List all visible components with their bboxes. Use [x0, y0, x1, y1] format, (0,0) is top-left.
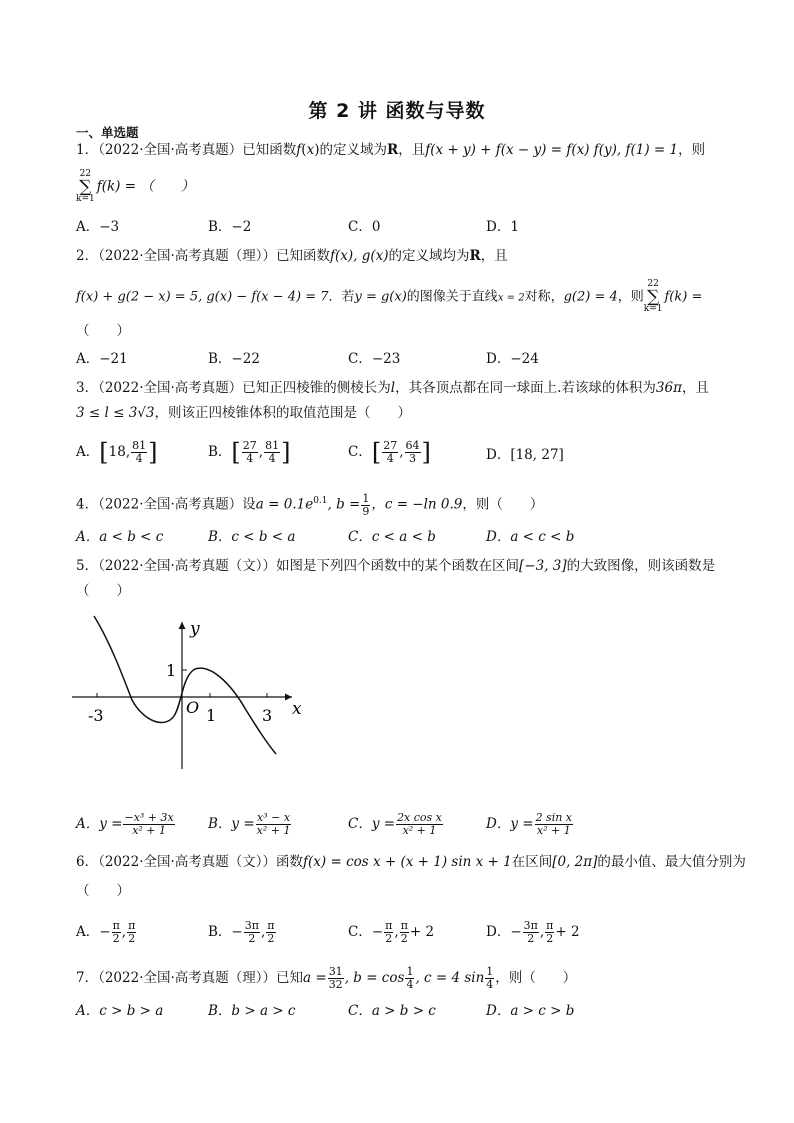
q5-tick-1y-label: 1	[166, 661, 177, 680]
q7-lead: 7．（2022·全国·高考真题（理））已知	[76, 970, 304, 986]
q3-option-a[interactable]: A．[18, $\frac{81}{4}$ ]	[76, 438, 158, 467]
q3-stem-1	[76, 379, 709, 397]
q6-c-frac1	[384, 920, 393, 945]
q2-cond-line	[76, 280, 702, 314]
q7-tail: ，则（ ）	[495, 970, 577, 986]
q3-c-num1: 27	[383, 439, 398, 452]
q6-a-2n: π	[128, 919, 136, 932]
q2-stem-a: 的定义域均为	[388, 248, 470, 264]
q3-a-num: 81	[132, 439, 147, 452]
q3-option-b[interactable]: B．[ $\frac{27}{4}$ , $\frac{81}{4}$ ]	[208, 438, 291, 467]
q5-option-b[interactable]	[208, 812, 292, 837]
q1-sum-tail: f(k) = （ ）	[96, 178, 195, 195]
q6-b-1n: 3π	[244, 919, 259, 932]
q3-b-label: B．	[208, 444, 232, 460]
q2-option-b[interactable]: B．−22	[208, 351, 260, 367]
q7-a-den: 32	[328, 978, 343, 991]
q5-b-frac	[256, 812, 292, 837]
q6-d-frac1	[523, 920, 539, 945]
q4-b-den: 9	[362, 504, 370, 518]
q3-a-frac	[131, 440, 147, 465]
q6-interval: [0, 2π]	[552, 854, 598, 870]
q5-c-label: C．y =	[348, 816, 396, 832]
q5-option-c[interactable]	[348, 812, 444, 837]
q6-b-frac1	[244, 920, 260, 945]
q6-d-frac2	[545, 920, 554, 945]
q2-option-d[interactable]: D．−24	[486, 351, 539, 367]
q5-c-num: 2x cos x	[397, 811, 442, 824]
q7-option-a[interactable]: A．c > b > a	[76, 1003, 164, 1019]
q6-paren: （ ）	[76, 883, 130, 899]
q6-stem	[76, 853, 746, 871]
q4-stem	[76, 492, 543, 518]
q3-c-frac2	[405, 440, 421, 465]
q3-line2: 3 ≤ l ≤ 3√3	[76, 405, 155, 421]
q3-line1c: ，且	[681, 380, 709, 396]
q5-c-den: x² + 1	[402, 824, 437, 837]
q6-c-2n: π	[400, 919, 408, 932]
q6-func: f(x) = cos x + (x + 1) sin x + 1	[303, 854, 512, 870]
q2-sum: 22 ∑ k=1	[643, 279, 663, 314]
q7-stem	[76, 966, 576, 991]
q5-a-frac	[123, 812, 174, 837]
q5-x-label: x	[292, 699, 302, 719]
q1-sum-line	[76, 170, 194, 204]
q1-stem-b: ，且	[398, 142, 426, 158]
q6-a-frac1	[112, 920, 121, 945]
q6-a-2d: 2	[128, 932, 136, 945]
q6-d-tail: + 2	[555, 924, 580, 940]
q7-a-frac	[328, 966, 344, 991]
q7-b-frac	[405, 966, 414, 991]
q1-sum-bot: k=1	[76, 194, 95, 204]
q6-c-frac2	[400, 920, 409, 945]
q5-c-frac	[396, 812, 443, 837]
q2-paren: （ ）	[76, 323, 130, 339]
q6-c-2d: 2	[400, 932, 408, 945]
q2-xeq: x = 2	[497, 292, 525, 304]
q6-a-1d: 2	[112, 932, 120, 945]
q6-c-tail: + 2	[409, 924, 435, 940]
q2-funcs: f(x), g(x)	[330, 248, 389, 264]
q3-line2b: ，则该正四棱锥体积的取值范围是（ ）	[154, 405, 411, 421]
q4-option-d[interactable]: D．a < c < b	[486, 529, 575, 545]
q1-option-c[interactable]: C．0	[348, 219, 381, 235]
q6-b-frac2	[266, 920, 275, 945]
q5-tick-neg3-label: -3	[88, 706, 104, 725]
q5-interval: [−3, 3]	[519, 558, 567, 574]
q3-c-label: C．	[348, 444, 372, 460]
q3-vol: 36π	[655, 380, 682, 396]
q7-a-pre: a =	[303, 970, 327, 986]
q6-c-1d: 2	[385, 932, 393, 945]
q3-b-num2: 81	[265, 439, 280, 452]
section-heading: 一、单选题	[76, 125, 139, 140]
q3-option-d[interactable]: D．[18, 27]	[486, 447, 564, 463]
q4-b-frac	[361, 493, 370, 518]
q1-sum: 22 ∑ k=1	[76, 169, 95, 204]
q6-option-c[interactable]: C．− $\frac{\pi}{2}$ , $\frac{\pi}{2}$ + 2	[348, 919, 435, 945]
q2-sum-top: 22	[647, 279, 659, 289]
q6-d-2n: π	[546, 919, 554, 932]
q5-origin-label: O	[186, 698, 200, 717]
q6-a-1n: π	[112, 919, 120, 932]
q7-b-den: 4	[406, 978, 414, 991]
q2-R: R	[469, 248, 481, 264]
q5-y-label: y	[190, 619, 200, 639]
q6-b-2d: 2	[267, 932, 275, 945]
q3-b-frac1	[242, 440, 258, 465]
q3-a-label: A．	[76, 444, 100, 460]
q4-a: a = 0.1e	[255, 496, 314, 513]
q5-curve	[94, 616, 276, 754]
q2-mid2: 的图像关于直线	[406, 289, 498, 305]
q3-c-den2: 3	[409, 452, 417, 465]
q3-c-num2: 64	[405, 439, 420, 452]
q1-sum-top: 22	[79, 169, 92, 179]
q2-mid3: 对称，	[524, 289, 564, 305]
q5-b-label: B．y =	[208, 816, 255, 832]
q2-g2: g(2) = 4	[563, 289, 618, 305]
q2-option-a[interactable]: A．−21	[76, 351, 128, 367]
q7-option-d[interactable]: D．a > c > b	[486, 1003, 575, 1019]
q5-b-den: x² + 1	[256, 824, 291, 837]
q5-stem	[76, 557, 715, 575]
q3-b-num1: 27	[242, 439, 257, 452]
q3-line1: 3．（2022·全国·高考真题）已知正四棱锥的侧棱长为	[76, 380, 391, 396]
q2-stem-b: ，且	[480, 248, 508, 264]
q1-R: R	[386, 142, 399, 158]
q4-lead: 4．（2022·全国·高考真题）设	[76, 496, 256, 513]
q6-option-a[interactable]: A．− $\frac{\pi}{2}$ , $\frac{\pi}{2}$	[76, 919, 136, 945]
q4-tail: ，则（ ）	[462, 496, 544, 513]
q4-b-num: 1	[362, 491, 370, 505]
q3-c-frac1	[382, 440, 398, 465]
q6-d-1n: 3π	[523, 919, 538, 932]
q1-stem-c: ，则	[678, 142, 706, 158]
q5-line1: 5．（2022·全国·高考真题（文））如图是下列四个函数中的某个函数在区间	[76, 558, 520, 574]
q6-d-2d: 2	[546, 932, 554, 945]
q3-line1b: ，其各顶点都在同一球面上.若该球的体积为	[395, 380, 656, 396]
q1-cond: f(x + y) + f(x − y) = f(x) f(y), f(1) = 1	[425, 142, 679, 158]
q3-a-int: 18	[108, 444, 126, 460]
q6-c-1n: π	[385, 919, 393, 932]
q6-b-2n: π	[267, 919, 275, 932]
q2-mid1: ．若	[328, 289, 355, 305]
q5-d-num: 2 sin x	[535, 811, 573, 824]
q2-option-c[interactable]: C．−23	[348, 351, 401, 367]
page-title: 第 2 讲 函数与导数	[308, 100, 486, 122]
q6-a-frac2	[127, 920, 136, 945]
q3-b-frac2	[264, 440, 280, 465]
q4-option-c[interactable]: C．c < a < b	[348, 529, 436, 545]
q5-line1b: 的大致图像，则该函数是	[566, 558, 716, 574]
q6-tail: 的最小值、最大值分别为	[597, 854, 746, 870]
q7-c-pre: , c = 4 sin	[415, 970, 485, 986]
q6-option-d[interactable]: D．− $\frac{3\pi}{2}$ , $\frac{\pi}{2}$ + 2	[486, 919, 580, 945]
q1-option-b[interactable]: B．−2	[208, 219, 252, 235]
q5-a-label: A．y =	[76, 816, 123, 832]
q5-d-den: x² + 1	[536, 824, 571, 837]
q2-cond: f(x) + g(2 − x) = 5, g(x) − f(x − 4) = 7	[76, 289, 329, 305]
q7-option-c[interactable]: C．a > b > c	[348, 1003, 436, 1019]
q3-a-den: 4	[135, 452, 143, 465]
q2-mid4: ，则	[617, 289, 644, 305]
q7-option-b[interactable]: B．b > a > c	[208, 1003, 296, 1019]
q7-c-frac	[485, 966, 494, 991]
q7-a-num: 31	[328, 965, 343, 978]
q3-option-c[interactable]: C．[ $\frac{27}{4}$ , $\frac{64}{3}$ ]	[348, 438, 431, 467]
q6-a-label: A．−	[76, 924, 111, 940]
q5-option-d[interactable]	[486, 812, 574, 837]
q3-b-den1: 4	[246, 452, 254, 465]
q4-option-a[interactable]: A．a < b < c	[76, 529, 164, 545]
q5-graph	[70, 614, 310, 774]
q4-option-b[interactable]: B．c < b < a	[208, 529, 296, 545]
q7-c-den: 4	[486, 978, 494, 991]
q1-stem-a: 的定义域为	[319, 142, 387, 158]
q1-stem: 1．（2022·全国·高考真题）已知函数f(x)的定义域为R，且f(x + y) + f(x − y) = f(x) f(y), f(1) = 1，则	[76, 142, 706, 158]
q2-sum-bot: k=1	[643, 304, 663, 314]
q2-sum-tail: f(k) =	[664, 289, 703, 305]
q5-tick-1x-label: 1	[206, 706, 217, 725]
q2-stem	[76, 247, 508, 265]
q4-a-sup: 0.1	[313, 496, 328, 506]
q6-b-1d: 2	[248, 932, 256, 945]
q1-option-d[interactable]: D．1	[486, 219, 519, 235]
q5-b-num: x³ − x	[257, 811, 291, 824]
q3-stem-2	[76, 404, 411, 422]
q3-b-den2: 4	[268, 452, 276, 465]
q4-c: ，c = −ln 0.9	[371, 496, 463, 513]
q2-lead: 2．（2022·全国·高考真题（理））已知函数	[76, 248, 331, 264]
q6-d-label: D．−	[486, 924, 522, 940]
q6-b-label: B．−	[208, 924, 243, 940]
q6-option-b[interactable]: B．− $\frac{3\pi}{2}$ , $\frac{\pi}{2}$	[208, 919, 275, 945]
q6-mid: 在区间	[511, 854, 553, 870]
q4-b-pre: , b =	[327, 496, 361, 513]
q5-paren: （ ）	[76, 583, 130, 599]
q3-c-den1: 4	[386, 452, 394, 465]
q1-option-a[interactable]: A．−3	[76, 219, 120, 235]
q6-line1: 6．（2022·全国·高考真题（文））函数	[76, 854, 304, 870]
q7-b-num: 1	[406, 965, 414, 978]
q5-a-num: −x³ + 3x	[124, 811, 174, 824]
q5-option-a[interactable]	[76, 812, 176, 837]
q5-tick-3-label: 3	[262, 706, 273, 725]
q7-c-num: 1	[486, 965, 494, 978]
q7-b-pre: , b = cos	[344, 970, 405, 986]
q2-ycond: y = g(x)	[354, 289, 407, 305]
q5-d-label: D．y =	[486, 816, 534, 832]
q6-d-1d: 2	[527, 932, 535, 945]
q5-a-den: x² + 1	[132, 824, 167, 837]
q1-lead: 1．（2022·全国·高考真题）已知函数	[76, 142, 297, 158]
q3-l: l	[390, 380, 396, 396]
q5-d-frac	[535, 812, 573, 837]
q6-c-label: C．−	[348, 924, 384, 940]
